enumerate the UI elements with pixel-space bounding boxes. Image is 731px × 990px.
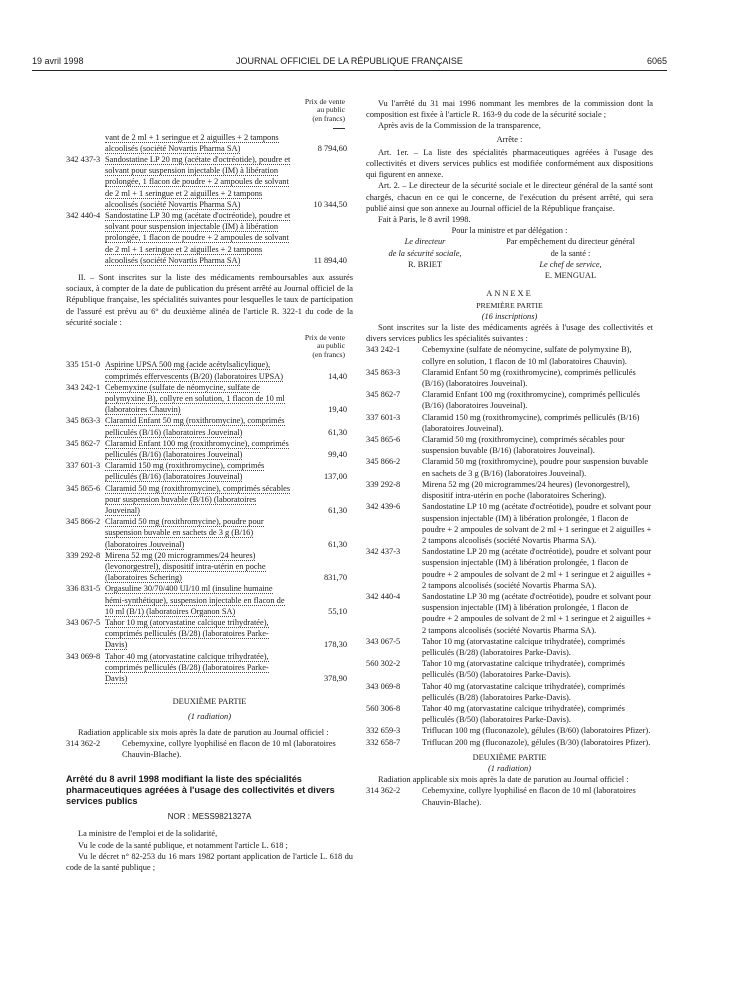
entry-code: 560 302-2 bbox=[366, 659, 401, 669]
entry-text: Claramid 50 mg (roxithromycine), poudre pour suspension buvable en sachets de 3 g (B/16) (laboratoires Jouveinal). bbox=[422, 457, 649, 478]
arrete-heading: Arrête : bbox=[496, 134, 523, 144]
entry-code: 337 601-3 bbox=[366, 412, 401, 422]
annexe-intro: Sont inscrites sur la liste des médicaments agréés à l'usage des collectivités et divers services publics les spécialités suivantes : bbox=[366, 323, 653, 344]
annexe-entry bbox=[366, 501, 653, 546]
entry-text: Tahor 40 mg (atorvastatine calcique trihydratée), comprimés pelliculés (B/50) (laboratoires Parke-Davis). bbox=[422, 703, 625, 725]
section-title-deuxieme: DEUXIÈME PARTIE bbox=[172, 697, 247, 707]
signature-line: Le directeur bbox=[404, 237, 446, 247]
price-header-dash bbox=[333, 128, 345, 129]
entry-text: Sandostatine LP 30 mg (acétate d'octréotide), poudre et solvant pour suspension injectable (IM) à libération prolongée, 1 flacon de poudre + 2 ampoules de solvant de 2 ml + 1 seringue et 2 aiguilles + 2 tampons alcoolisés (société Novartis Pharma SA) bbox=[105, 211, 291, 265]
entry-text: Triflucan 200 mg (fluconazole), gélules (B/30) (laboratoires Pfizer). bbox=[422, 737, 651, 747]
price-list-item bbox=[66, 483, 353, 517]
entry-code: 335 151-0 bbox=[66, 360, 101, 370]
entry-text: Cebemyxine (sulfate de néomycine, sulfate de polymyxine B), collyre en solution, 1 flacon de 10 ml (laboratoires Chauvin) bbox=[105, 382, 285, 415]
nor-reference: NOR : MESS9821327A bbox=[167, 812, 252, 822]
entry-price: 178,30 bbox=[323, 640, 347, 650]
radiation-text: Radiation applicable six mois après la date de parution au Journal officiel : bbox=[378, 775, 629, 785]
signature-name: E. MENGUAL bbox=[544, 271, 597, 281]
entry-text: Sandostatine LP 20 mg (acétate d'octréotide), poudre et solvant pour suspension injectable (IM) à libération prolongée, 1 flacon de poudre + 2 ampoules de solvant de 2 ml + 1 seringue et 2 aiguilles + 2 tampons alcoolisés (société Novartis Pharma SA) bbox=[105, 155, 291, 209]
annexe-entry bbox=[366, 737, 653, 748]
entry-price: 11 894,40 bbox=[313, 255, 347, 265]
annexe-entry bbox=[366, 636, 653, 658]
entry-code: 560 306-8 bbox=[366, 703, 401, 713]
entry-text: Claramid Enfant 50 mg (roxithromycine), comprimés pelliculés (B/16) (laboratoires Jouveinal). bbox=[422, 367, 636, 389]
entry-text: Tahor 40 mg (atorvastatine calcique trihydratée), comprimés pelliculés (B/28) (laboratoires Parke-Davis) bbox=[105, 651, 269, 683]
price-header-line: au public bbox=[316, 105, 345, 115]
annexe-entry bbox=[366, 591, 653, 636]
annexe-entry bbox=[366, 725, 653, 736]
section-title-deuxieme: DEUXIÈME PARTIE bbox=[472, 752, 547, 762]
price-header bbox=[66, 334, 345, 359]
entry-text: Claramid Enfant 100 mg (roxithromycine), comprimés pelliculés (B/16) (laboratoires Jouveinal) bbox=[105, 438, 289, 459]
entry-text: Tahor 10 mg (atorvastatine calcique trihydratée), comprimés pelliculés (B/50) (laboratoires Parke-Davis). bbox=[422, 659, 625, 680]
entry-text: Mirena 52 mg (20 microgrammes/24 heures) (levonorgestrel), dispositif intra-utérin en poche (laboratoires Schering) bbox=[105, 550, 266, 583]
price-list-item bbox=[66, 460, 353, 482]
header-rule bbox=[32, 70, 667, 71]
annexe-entry bbox=[366, 479, 653, 501]
entry-price: 8 794,60 bbox=[317, 143, 347, 153]
entry-price: 61,30 bbox=[328, 427, 347, 437]
entry-text: Cebemyxine, collyre lyophilisé en flacon de 10 ml (laboratoires Chauvin-Blache). bbox=[422, 786, 636, 807]
intro-line: La ministre de l'emploi et de la solidarité, bbox=[78, 829, 218, 839]
price-list-item bbox=[66, 438, 353, 460]
entry-text: Cebemyxine, collyre lyophilisé en flacon de 10 ml (laboratoires Chauvin-Blache). bbox=[122, 738, 336, 759]
price-list-block-2 bbox=[66, 359, 353, 684]
paragraph-ii: II. – Sont inscrites sur la liste des médicaments remboursables aux assurés sociaux, à compter de la date de publication du présent arrêté au Journal officiel de la République française, les spécialités suivantes pour lesquelles le taux de participation de l'assuré est prévu au 6° du deuxième alinéa de l'article R. 322-1 du code de la sécurité sociale : bbox=[66, 273, 353, 327]
entry-code: 337 601-3 bbox=[66, 461, 101, 471]
header-title: JOURNAL OFFICIEL DE LA RÉPUBLIQUE FRANÇAISE bbox=[236, 56, 463, 66]
intro-line: Vu le code de la santé publique, et notamment l'article L. 618 ; bbox=[78, 840, 288, 850]
signature-right bbox=[488, 236, 653, 281]
entry-code: 342 439-6 bbox=[366, 502, 401, 512]
price-header-line: (en francs) bbox=[312, 349, 345, 359]
premiere-partie-title: PREMIÈRE PARTIE bbox=[476, 300, 543, 310]
annexe-entry bbox=[366, 658, 653, 680]
entry-text: Claramid 150 mg (roxithromycine), comprimés pelliculés (B/16) (laboratoires Jouveinal) bbox=[105, 461, 265, 482]
signatures bbox=[366, 236, 653, 281]
entry-text: Claramid 50 mg (roxithromycine), comprimés sécables pour suspension buvable (B/16) (laboratoires Jouveinal) bbox=[105, 483, 291, 515]
price-list-block-1 bbox=[66, 132, 353, 266]
entry-code: 343 069-8 bbox=[66, 651, 101, 661]
price-header bbox=[66, 98, 345, 132]
entry-text: vant de 2 ml + 1 seringue et 2 aiguilles + 2 tampons alcoolisés (société Novartis Pharma SA) bbox=[105, 132, 279, 153]
entry-price: 137,00 bbox=[323, 472, 347, 482]
entry-text: Tahor 10 mg (atorvastatine calcique trihydratée), comprimés pelliculés (B/28) (laboratoires Parke-Davis) bbox=[105, 617, 269, 650]
entry-code: 343 067-5 bbox=[366, 636, 401, 646]
annexe-entry bbox=[366, 389, 653, 411]
entry-code: 314 362-2 bbox=[366, 786, 401, 796]
entry-price: 61,30 bbox=[328, 505, 347, 515]
entry-code: 339 292-8 bbox=[366, 479, 401, 489]
price-header-line: au public bbox=[316, 341, 345, 351]
price-list-item bbox=[66, 651, 353, 685]
entry-code: 345 862-7 bbox=[66, 438, 101, 448]
signature-name: R. BRIET bbox=[408, 259, 442, 269]
entry-code: 343 242-1 bbox=[66, 382, 101, 392]
entry-price: 831,70 bbox=[323, 573, 347, 583]
entry-text: Claramid 50 mg (roxithromycine), comprimés sécables pour suspension buvable (B/16) (laboratoires Jouveinal). bbox=[422, 435, 625, 456]
price-header-line: Prix de vente bbox=[304, 333, 345, 343]
entry-text: Aspirine UPSA 500 mg (acide acétylsalicylique), comprimés effervescents (B/20) (laboratoires UPSA) bbox=[105, 360, 283, 381]
annexe-entry bbox=[366, 546, 653, 591]
entry-price: 14,40 bbox=[328, 371, 347, 381]
entry-text: Claramid Enfant 100 mg (roxithromycine), comprimés pelliculés (B/16) (laboratoires Jouveinal). bbox=[422, 390, 640, 411]
annexe-title: ANNEXE bbox=[486, 289, 533, 299]
annexe-entry bbox=[366, 412, 653, 434]
entry-code: 336 831-5 bbox=[66, 584, 101, 594]
entry-code: 345 862-7 bbox=[366, 390, 401, 400]
entry-text: Sandostatine LP 20 mg (acétate d'octréotide), poudre et solvant pour suspension injectable (IM) à libération prolongée, 1 flacon de poudre + 2 ampoules de solvant de 2 ml + 1 seringue et 2 aiguilles + 2 tampons alcoolisés (société Novartis Pharma SA). bbox=[422, 547, 652, 590]
intro-line: Vu le décret n° 82-253 du 16 mars 1982 portant application de l'article L. 618 du code de la santé publique ; bbox=[66, 851, 353, 873]
entry-price: 61,30 bbox=[328, 539, 347, 549]
entry-text: Tahor 40 mg (atorvastatine calcique trihydratée), comprimés pelliculés (B/28) (laboratoires Parke-Davis). bbox=[422, 681, 625, 702]
entry-text: Sandostatine LP 30 mg (acétate d'octréotide), poudre et solvant pour suspension injectable (IM) à libération prolongée, 1 flacon de poudre + 2 ampoules de solvant de 2 ml + 1 seringue et 2 aiguilles + 2 tampons alcoolisés (société Novartis Pharma SA). bbox=[422, 591, 652, 635]
entry-text: Mirena 52 mg (20 microgrammes/24 heures) (levonorgestrel), dispositif intra-utérin en poche (laboratoires Schering). bbox=[422, 479, 630, 501]
paragraph: Vu l'arrêté du 31 mai 1996 nommant les membres de la commission dont la composition est fixée à l'article R. 163-9 du code de la sécurité sociale ; bbox=[366, 99, 653, 120]
entry-code: 345 865-6 bbox=[366, 435, 401, 445]
signature-line: Par empêchement du directeur général bbox=[506, 237, 635, 247]
signature-line: de la sécurité sociale, bbox=[388, 248, 462, 258]
entry-code: 345 863-3 bbox=[366, 367, 401, 377]
entry-price: 99,40 bbox=[328, 449, 347, 459]
signature-line: de la santé : bbox=[550, 248, 591, 258]
signature-left bbox=[366, 236, 484, 270]
price-list-item bbox=[66, 132, 353, 154]
price-list-item bbox=[66, 359, 353, 381]
entry-text: Tahor 10 mg (atorvastatine calcique trihydratée), comprimés pelliculés (B/28) (laboratoires Parke-Davis). bbox=[422, 636, 625, 657]
entry-price: 10 344,50 bbox=[313, 199, 347, 209]
entry-code: 342 437-3 bbox=[66, 155, 101, 165]
radiation-entry bbox=[366, 785, 653, 807]
price-list-item bbox=[66, 550, 353, 584]
radiation-entry bbox=[66, 738, 353, 760]
radiation-text: Radiation applicable six mois après la date de parution au Journal officiel : bbox=[78, 727, 329, 737]
right-column bbox=[366, 98, 653, 808]
entry-code: 345 865-6 bbox=[66, 483, 101, 493]
entry-text: Triflucan 100 mg (fluconazole), gélules (B/60) (laboratoires Pfizer). bbox=[422, 726, 651, 736]
delegation-line: Pour la ministre et par délégation : bbox=[451, 226, 568, 236]
entry-text: Claramid 150 mg (roxithromycine), comprimés pelliculés (B/16) (laboratoires Jouveinal). bbox=[422, 412, 640, 433]
section-subtitle: (1 radiation) bbox=[187, 712, 232, 722]
price-list-item bbox=[66, 210, 353, 266]
entry-code: 342 437-3 bbox=[366, 547, 401, 557]
entry-code: 332 658-7 bbox=[366, 737, 401, 747]
entry-code: 342 440-4 bbox=[66, 211, 101, 221]
entry-text: Claramid Enfant 50 mg (roxithromycine), comprimés pelliculés (B/16) (laboratoires Jouveinal) bbox=[105, 416, 285, 437]
entry-code: 343 242-1 bbox=[366, 345, 401, 355]
entry-text: Sandostatine LP 10 mg (acétate d'octréotide), poudre et solvant pour suspension injectable (IM) à libération prolongée, 1 flacon de poudre + 2 ampoules de solvant de 2 ml + 1 seringue et 2 aiguilles + 2 tampons alcoolisés (société Novartis Pharma SA). bbox=[422, 502, 652, 545]
entry-text: Claramid 50 mg (roxithromycine), poudre pour suspension buvable en sachets de 3 g (B/16) (laboratoires Jouveinal) bbox=[105, 517, 264, 549]
entry-price: 19,40 bbox=[328, 405, 347, 415]
arrete-title: Arrêté du 8 avril 1998 modifiant la liste des spécialités pharmaceutiques agréées à l'usage des collectivités et divers services publics bbox=[66, 774, 335, 807]
price-list-item bbox=[66, 382, 353, 416]
entry-price: 378,90 bbox=[323, 673, 347, 683]
entry-code: 342 440-4 bbox=[366, 591, 401, 601]
annexe-entry bbox=[366, 681, 653, 703]
section-subtitle: (1 radiation) bbox=[487, 763, 532, 773]
annexe-entry bbox=[366, 434, 653, 456]
entry-code: 339 292-8 bbox=[66, 550, 101, 560]
entry-code: 345 866-2 bbox=[366, 457, 401, 467]
price-header-line: (en francs) bbox=[312, 113, 345, 123]
price-list-item bbox=[66, 516, 353, 550]
price-list-item bbox=[66, 583, 353, 617]
annexe-entry bbox=[366, 344, 653, 366]
header-date: 19 avril 1998 bbox=[32, 56, 84, 66]
paragraph: Après avis de la Commission de la transparence, bbox=[378, 121, 541, 131]
annexe-entry bbox=[366, 703, 653, 725]
entry-code: 314 362-2 bbox=[66, 738, 101, 748]
price-list-item bbox=[66, 154, 353, 210]
article-2: Art. 2. – Le directeur de la sécurité sociale et le directeur général de la santé sont chargés, chacun en ce qui le concerne, de l'exécution du présent arrêté, qui sera publié ainsi que son annexe au Journal officiel de la République française. bbox=[366, 181, 653, 213]
entry-text: Orgasuline 30/70/400 UI/10 ml (insuline humaine hémi-synthétique), suspension injectable en flacon de 10 ml (B/1) (laboratoires Organon SA) bbox=[105, 584, 285, 616]
entry-price: 55,10 bbox=[328, 606, 347, 616]
left-column bbox=[66, 98, 353, 873]
fait-a-paris: Fait à Paris, le 8 avril 1998. bbox=[378, 215, 471, 225]
article-1: Art. 1er. – La liste des spécialités pharmaceutiques agréées à l'usage des collectivités et divers services publics est modifiée conformément aux dispositions qui figurent en annexe. bbox=[366, 147, 653, 180]
annexe-entry bbox=[366, 367, 653, 389]
entry-code: 345 863-3 bbox=[66, 416, 101, 426]
entry-code: 345 866-2 bbox=[66, 517, 101, 527]
annexe-entry bbox=[366, 456, 653, 478]
page-header bbox=[32, 56, 667, 70]
price-header-line: Prix de vente bbox=[304, 97, 345, 106]
entry-code: 343 067-5 bbox=[66, 617, 101, 627]
header-page-number: 6065 bbox=[646, 56, 667, 66]
entry-code: 332 659-3 bbox=[366, 726, 401, 736]
price-list-item bbox=[66, 617, 353, 651]
annexe-entries bbox=[366, 344, 653, 747]
entry-code: 343 069-8 bbox=[366, 681, 401, 691]
price-list-item bbox=[66, 415, 353, 437]
inscriptions-count: (16 inscriptions) bbox=[481, 311, 538, 321]
entry-text: Cebemyxine (sulfate de néomycine, sulfate de polymyxine B), collyre en solution, 1 flacon de 10 ml (laboratoires Chauvin). bbox=[422, 345, 632, 366]
signature-line: Le chef de service, bbox=[539, 259, 602, 269]
